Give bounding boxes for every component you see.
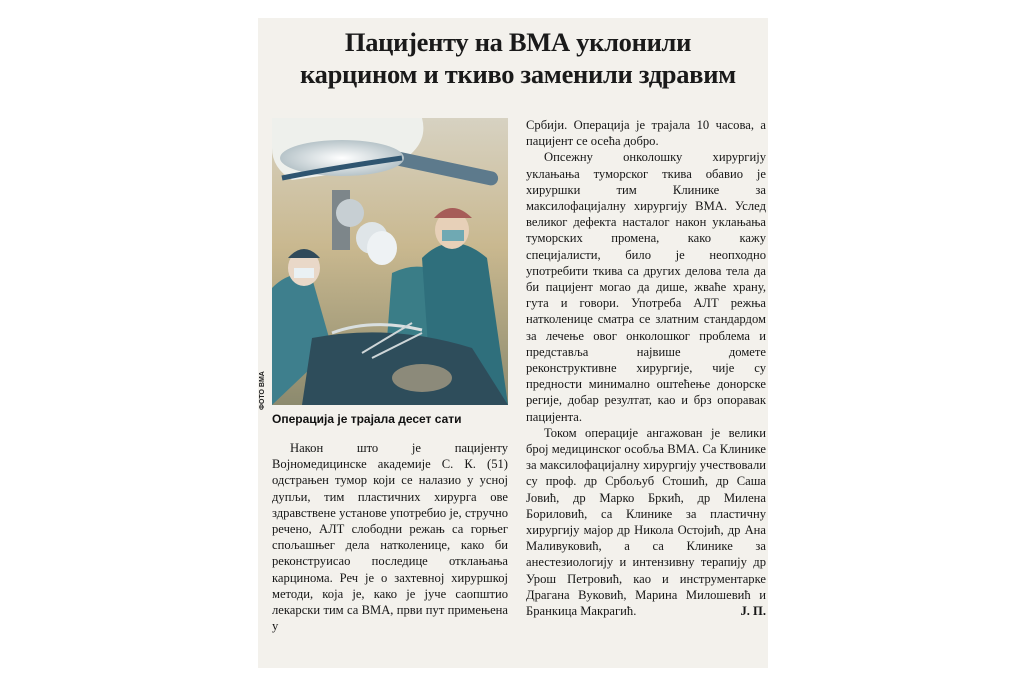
photo-caption: Операција је трајала десет сати xyxy=(272,412,462,426)
article-paragraph: Опсежну онколошку хирургију уклањања туморског ткива обавио је хируршки тим Клинике за максилофацијалну хирургију ВМА. Услед великог дефекта насталог након уклањања туморских промена, како кажу специјалисти, било је неопходно употребити ткива са других делова тела да би пацијент могао да дише, жваће храну, гута и говори. Употреба АЛТ режња натколенице сматра се златним стандардом за лечење овог онколошког проблема и представља највише домете реконструктивне хирургије, чије су предности минимално оштећење донорске регије, добар резултат, као и брз опоравак пацијента. xyxy=(526,150,766,424)
headline-line-2: карцином и ткиво заменили здравим xyxy=(300,59,736,89)
article-column-right xyxy=(526,117,766,619)
author-signature: Ј. П. xyxy=(740,604,766,619)
article-column-left xyxy=(272,440,508,634)
photo-credit: ФОТО ВМА xyxy=(259,371,266,410)
article-headline xyxy=(268,26,768,90)
article-photo xyxy=(272,118,508,405)
article-paragraph: Након што је пацијенту Војномедицинске академије С. К. (51) одстрањен тумор који се налазио у усној дупљи, тим пластичних хирурга ове здравствене установе употребио је, стручно речено, АЛТ слободни режањ са горњег спољашњег дела натколенице, како би реконструисао последице отклањања карцинома. Реч је о захтевној хируршкој методи, која је, како је јуче саопштио лекарски тим са ВМА, први пут примењена у xyxy=(272,441,508,634)
article-paragraph: Током операције ангажован је велики број медицинског особља ВМА. Са Клинике за максилофацијалну хирургију учествовали су проф. др Србољуб Стошић, др Саша Јовић, др Марко Бркић, др Милена Бориловић, са Клинике за пластичну хирургију мајор др Никола Остојић, др Ана Маливуковић, а са Клинике за анестезиологију и интензивну терапију др Урош Петровић, као и инструментарке Драгана Вуковић, Марина Милошевић и Бранкица Макрагић. xyxy=(526,425,766,619)
headline-line-1: Пацијенту на ВМА уклонили xyxy=(344,27,692,57)
article-paragraph: Србији. Операција је трајала 10 часова, а пацијент се осећа добро. xyxy=(526,118,766,149)
